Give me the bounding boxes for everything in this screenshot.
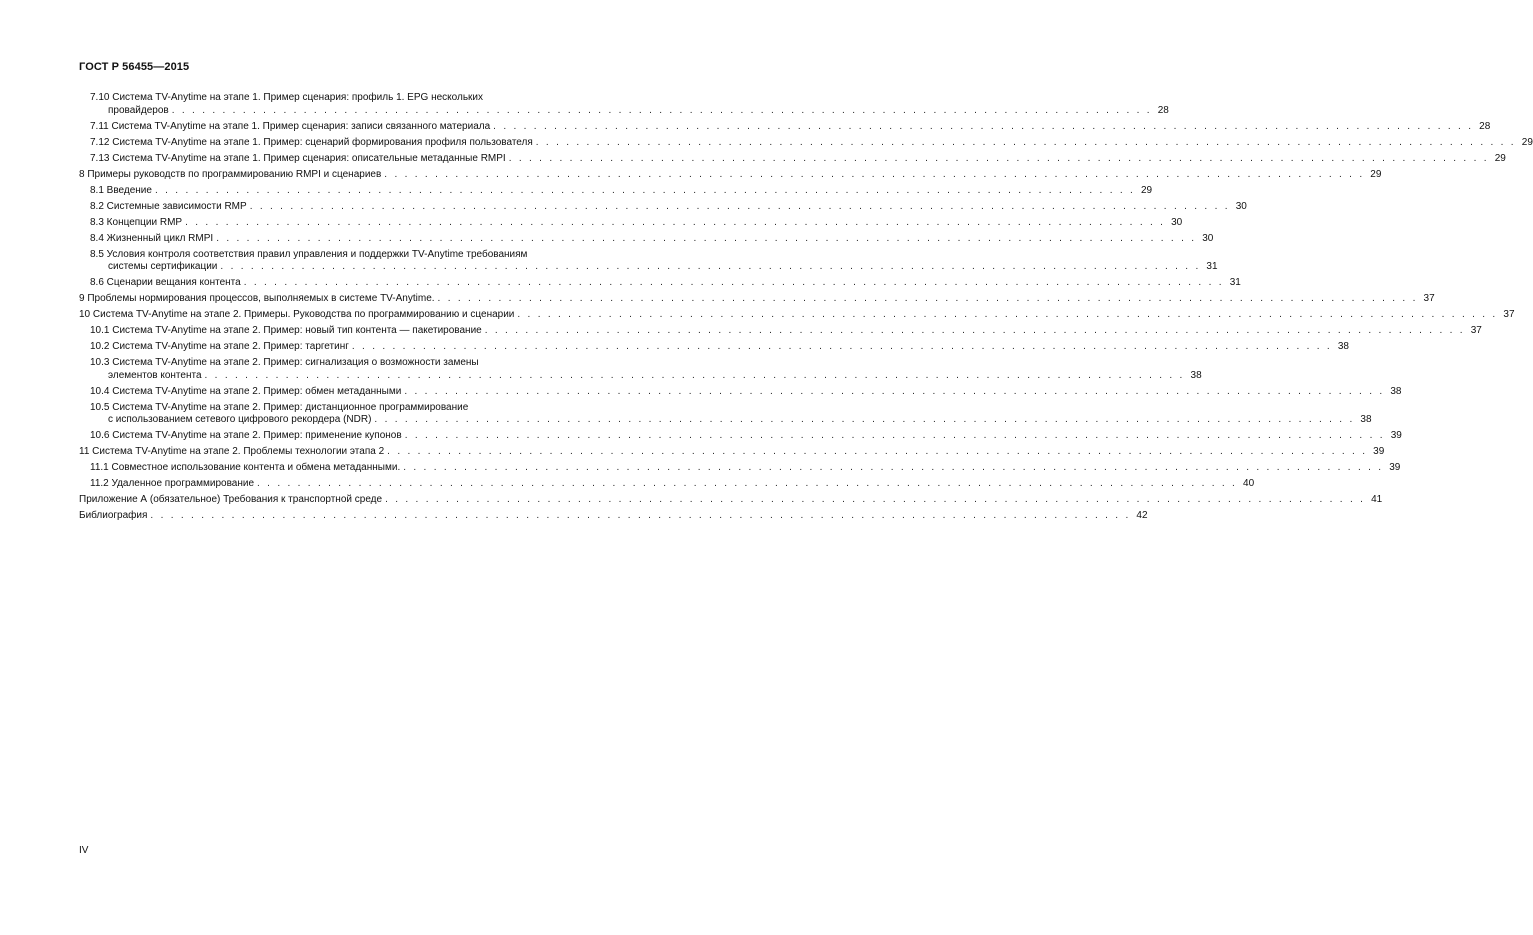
dot-leader <box>205 370 1185 383</box>
dot-leader <box>536 137 1516 150</box>
toc-page-number: 37 <box>1470 325 1482 336</box>
dot-leader <box>404 386 1384 399</box>
toc-entry-title: 11.2 Удаленное программирование <box>90 478 255 489</box>
toc-page-number: 30 <box>1235 200 1247 212</box>
toc-page-number: 42 <box>1136 510 1148 521</box>
toc-entry-title: 7.11 Система TV-Anytime на этапе 1. Пример сценария: записи связанного материала <box>90 120 491 132</box>
toc-entry-title: Приложение А (обязательное) Требования к транспортной среде <box>79 494 383 505</box>
toc-page-number: 38 <box>1337 341 1349 352</box>
toc-entry-title-line: 7.10 Система TV-Anytime на этапе 1. Пример сценария: профиль 1. EPG нескольких <box>90 92 483 103</box>
toc-page-number: 39 <box>1389 462 1401 473</box>
toc-entry-title: 8 Примеры руководств по программированию RMPI и сценариев <box>79 168 382 180</box>
toc-entry[interactable] <box>79 309 1515 322</box>
toc-entry-title: 7.13 Система TV-Anytime на этапе 1. Пример сценария: описательные метаданные RMPI <box>90 152 506 164</box>
document-header: ГОСТ Р 56455—2015 <box>79 61 190 73</box>
toc-entry-title: Библиография <box>79 510 148 521</box>
toc-page-number: 28 <box>1479 120 1491 132</box>
dot-leader <box>438 293 1418 306</box>
page-number-folio: IV <box>79 845 89 856</box>
dot-leader <box>150 510 1130 523</box>
toc-entry-title: провайдеров <box>108 104 169 116</box>
dot-leader <box>257 478 1237 491</box>
toc-entry[interactable] <box>79 341 1349 354</box>
toc-entry-title: 11 Система TV-Anytime на этапе 2. Проблемы технологии этапа 2 <box>79 446 385 457</box>
toc-page-number: 39 <box>1373 446 1385 457</box>
toc-entry-title: 7.12 Система TV-Anytime на этапе 1. Пример: сценарий формирования профиля пользователя <box>90 136 533 148</box>
toc-entry-title: 11.1 Совместное использование контента и обмена метаданными. <box>90 462 401 473</box>
toc-page-number: 31 <box>1206 261 1218 272</box>
toc-page-number: 28 <box>1157 104 1169 116</box>
toc-entry-title: 10.6 Система TV-Anytime на этапе 2. Пример: применение купонов <box>90 430 402 441</box>
toc-page-number: 41 <box>1371 494 1383 505</box>
toc-entry-title: 10.2 Система TV-Anytime на этапе 2. Пример: таргетинг <box>90 341 349 352</box>
dot-leader <box>220 261 1200 274</box>
dot-leader <box>517 309 1497 322</box>
dot-leader <box>172 105 1152 118</box>
toc-page-number: 37 <box>1423 293 1435 304</box>
toc-entry[interactable] <box>79 478 1255 491</box>
dot-leader <box>385 494 1365 507</box>
toc-page-number: 29 <box>1140 184 1153 196</box>
dot-leader <box>403 462 1383 475</box>
dot-leader <box>405 430 1385 443</box>
toc-entry[interactable] <box>79 446 1385 459</box>
toc-page-number: 40 <box>1243 478 1255 489</box>
toc-entry[interactable] <box>79 152 1506 166</box>
toc-entry[interactable] <box>79 168 1382 182</box>
toc-entry-title: 8.2 Системные зависимости RMP <box>90 200 247 212</box>
toc-entry-title: системы сертификации <box>108 261 218 272</box>
toc-page-number: 30 <box>1171 216 1183 228</box>
toc-entry[interactable] <box>79 430 1402 443</box>
toc-entry[interactable] <box>79 120 1491 134</box>
toc-entry-title: 10 Система TV-Anytime на этапе 2. Примеры. Руководства по программированию и сценарии <box>79 309 515 320</box>
toc-entry[interactable] <box>79 232 1214 246</box>
toc-page-number: 38 <box>1390 385 1402 397</box>
toc-entry-title: 9 Проблемы нормирования процессов, выполняемых в системе TV-Anytime. <box>79 293 435 304</box>
toc-entry[interactable] <box>79 248 1218 274</box>
toc-entry[interactable] <box>79 401 1372 427</box>
toc-page-number: 38 <box>1190 369 1202 381</box>
dot-leader <box>387 446 1367 459</box>
toc-page-number: 29 <box>1494 152 1506 164</box>
toc-page-number: 37 <box>1503 309 1515 320</box>
toc-page-number: 39 <box>1390 430 1402 441</box>
dot-leader <box>493 121 1473 134</box>
toc-page-number: 29 <box>1370 168 1382 180</box>
toc-page-number: 38 <box>1360 414 1372 425</box>
toc-entry-title: 8.1 Введение <box>90 184 152 196</box>
toc-page-number: 31 <box>1229 277 1241 288</box>
toc-entry[interactable] <box>79 357 1202 382</box>
dot-leader <box>185 217 1165 230</box>
toc-entry[interactable] <box>79 184 1153 198</box>
toc-entry-title-line: 8.5 Условия контроля соответствия правил управления и поддержки TV-Anytime требованиям <box>90 248 528 260</box>
toc-page-number: 29 <box>1521 136 1533 148</box>
toc-entry-title-line: 10.5 Система TV-Anytime на этапе 2. Пример: дистанционное программирование <box>90 401 469 413</box>
toc-entry-title: 8.4 Жизненный цикл RMPI <box>90 232 214 244</box>
toc-entry[interactable] <box>79 277 1241 290</box>
toc-entry-title: 10.4 Система TV-Anytime на этапе 2. Пример: обмен метаданными <box>90 385 402 397</box>
toc-entry-title: элементов контента <box>108 369 202 381</box>
toc-entry-title: 10.1 Система TV-Anytime на этапе 2. Пример: новый тип контента — пакетирование <box>90 325 482 336</box>
dot-leader <box>384 169 1364 182</box>
dot-leader <box>509 153 1489 166</box>
toc-entry[interactable] <box>79 385 1402 399</box>
toc-page-number: 30 <box>1202 232 1214 244</box>
dot-leader <box>244 277 1224 290</box>
toc-entry[interactable] <box>79 92 1169 117</box>
dot-leader <box>352 341 1332 354</box>
dot-leader <box>374 414 1354 427</box>
toc-entry[interactable] <box>79 325 1482 338</box>
toc-entry-title: 8.6 Сценарии вещания контента <box>90 277 241 288</box>
toc-entry[interactable] <box>79 462 1401 475</box>
table-of-contents <box>79 92 1533 526</box>
toc-entry-title-line: 10.3 Система TV-Anytime на этапе 2. Пример: сигнализация о возможности замены <box>90 357 479 368</box>
dot-leader <box>485 325 1465 338</box>
toc-entry[interactable] <box>79 200 1247 214</box>
toc-entry[interactable] <box>79 494 1383 507</box>
toc-entry[interactable] <box>79 510 1148 523</box>
toc-entry-title: 8.3 Концепции RMP <box>90 216 183 228</box>
toc-entry[interactable] <box>79 136 1533 150</box>
toc-entry-title: с использованием сетевого цифрового рекордера (NDR) <box>108 414 372 425</box>
dot-leader <box>216 233 1196 246</box>
toc-entry[interactable] <box>79 293 1435 306</box>
dot-leader <box>250 201 1230 214</box>
dot-leader <box>155 185 1135 198</box>
toc-entry[interactable] <box>79 216 1183 230</box>
